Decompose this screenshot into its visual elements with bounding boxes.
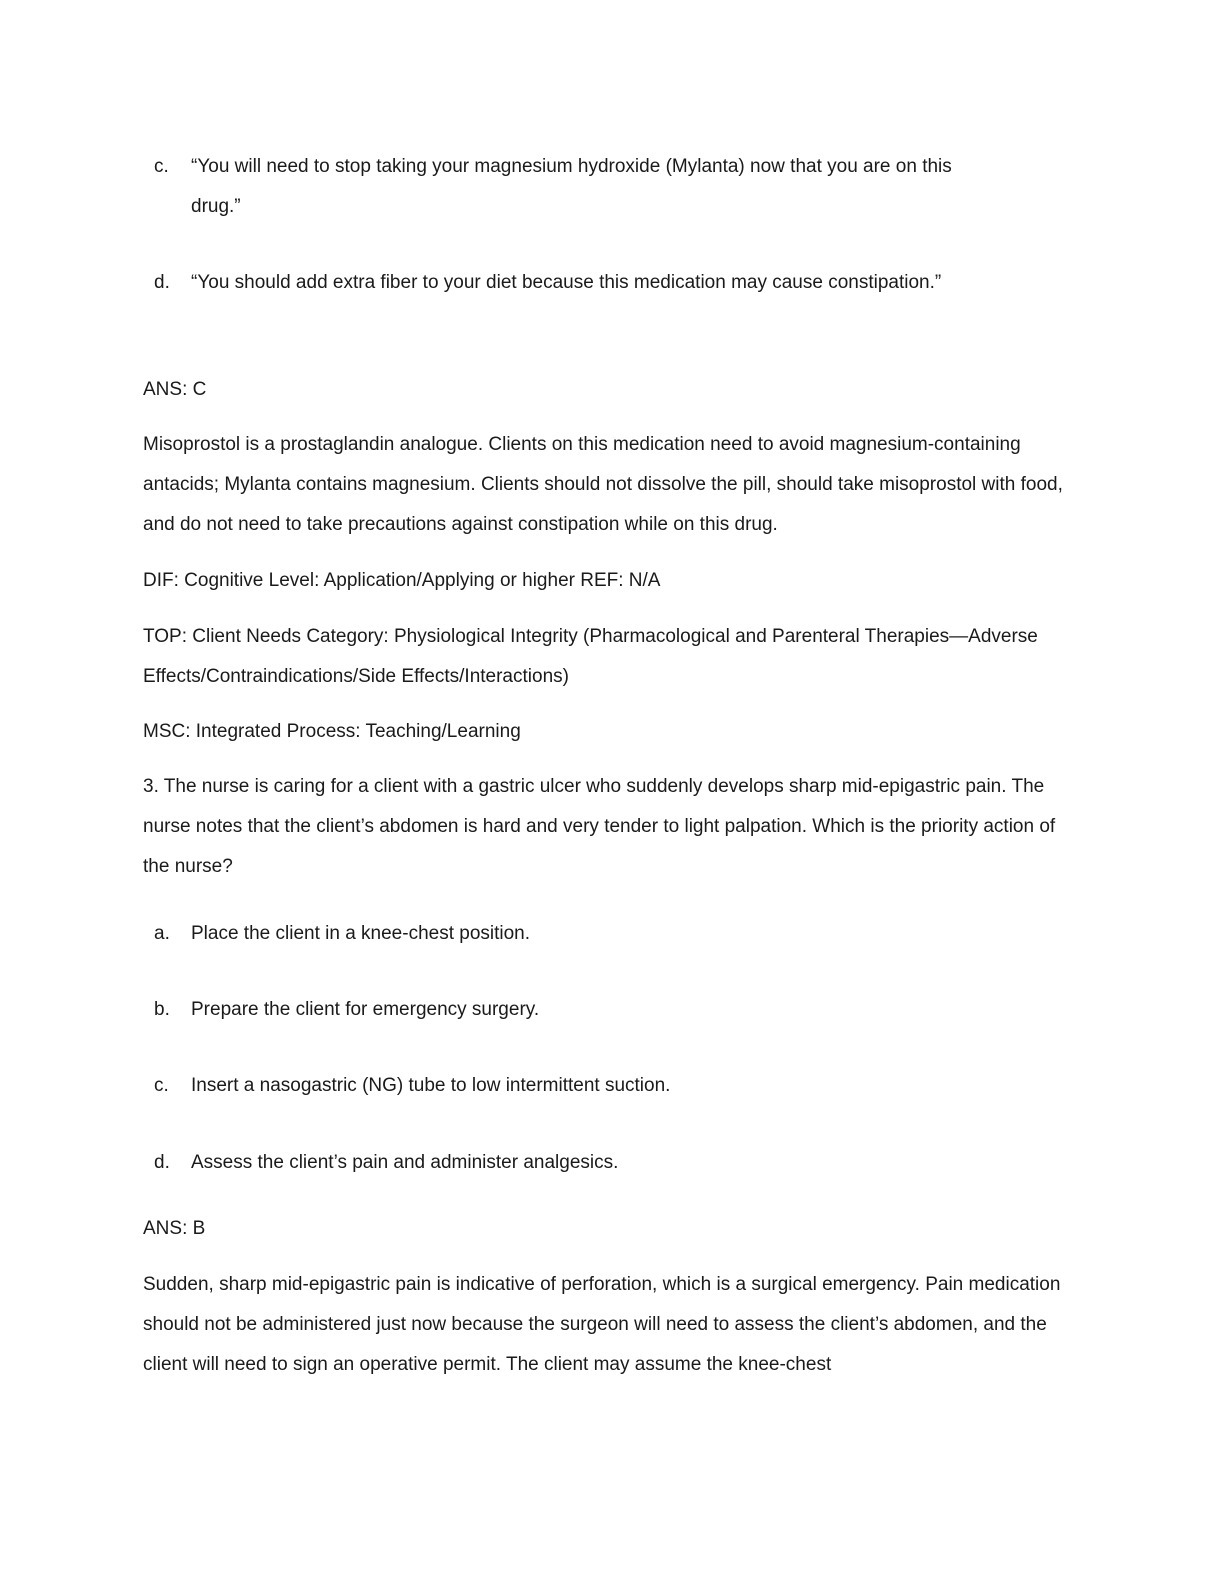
rationale-q2: Misoprostol is a prostaglandin analogue. Clients on this medication need to avoid magnesium-containing antacids; Mylanta contains magnesium. Clients should not dissolve the pill, should take misoprostol with food, and do not need to take precautions against constipation while on this drug. (143, 434, 1063, 535)
option-text: Assess the client’s pain and administer analgesics. (191, 1152, 619, 1173)
option-b-q3 (143, 990, 963, 1030)
difficulty-q2: DIF: Cognitive Level: Application/Applying or higher REF: N/A (143, 570, 661, 591)
rationale-q3: Sudden, sharp mid-epigastric pain is indicative of perforation, which is a surgical emergency. Pain medication should not be administered just now because the surgeon will need to assess the client’s abdomen, and the client will need to sign an operative permit. The client may assume the knee-chest (143, 1274, 1061, 1375)
option-letter: b. (154, 999, 170, 1020)
option-c-q3 (143, 1066, 963, 1106)
option-letter: c. (154, 156, 169, 177)
option-letter: d. (154, 1152, 170, 1173)
answer-key-q2: ANS: C (143, 379, 207, 400)
option-text: “You will need to stop taking your magnesium hydroxide (Mylanta) now that you are on this drug.” (191, 156, 952, 217)
option-text: Place the client in a knee-chest position. (191, 923, 531, 944)
option-d-q3 (143, 1143, 963, 1183)
option-c-previous (143, 147, 963, 227)
option-text: Insert a nasogastric (NG) tube to low intermittent suction. (191, 1075, 671, 1096)
option-text: “You should add extra fiber to your diet because this medication may cause constipation.” (191, 272, 942, 293)
answer-key-q3: ANS: B (143, 1218, 206, 1239)
option-letter: a. (154, 923, 170, 944)
topic-q2: TOP: Client Needs Category: Physiological Integrity (Pharmacological and Parenteral Therapies—Adverse Effects/Contraindications/Side Effects/Interactions) (143, 626, 1038, 687)
option-a-q3 (143, 914, 963, 954)
option-letter: d. (154, 272, 170, 293)
option-text: Prepare the client for emergency surgery. (191, 999, 540, 1020)
option-d-previous (143, 263, 963, 303)
option-letter: c. (154, 1075, 169, 1096)
question-3-stem: 3. The nurse is caring for a client with a gastric ulcer who suddenly develops sharp mid-epigastric pain. The nurse notes that the client’s abdomen is hard and very tender to light palpation. Which is the priority action of the nurse? (143, 776, 1056, 877)
msc-q2: MSC: Integrated Process: Teaching/Learning (143, 721, 521, 742)
